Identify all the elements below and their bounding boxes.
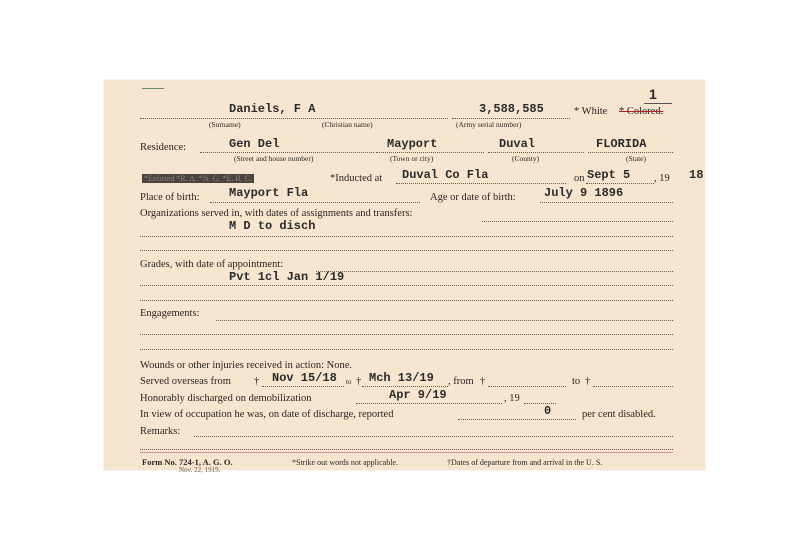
org-line-1: [482, 221, 673, 222]
form-number: Form No. 724-1, A. G. O.: [142, 457, 233, 467]
service-record-card: [104, 80, 705, 474]
grades-line-2: [140, 285, 673, 286]
date-line: [586, 183, 654, 184]
inducted-label: *Inducted at: [330, 173, 383, 184]
name-line: [140, 118, 448, 119]
race-colored: * Colored.: [619, 106, 664, 117]
name-value: Daniels, F A: [229, 102, 316, 116]
discharge-year: , 19: [504, 393, 520, 404]
discharge-label: Honorably discharged on demobilization: [140, 393, 312, 404]
state-line: [588, 152, 673, 153]
enlisted-struck-text: *Enlisted *R. A. *N. G. *E. R. C.: [144, 174, 253, 183]
dagger-1: †: [254, 376, 260, 387]
residence-label: Residence:: [140, 142, 187, 153]
engagements-line-1: [216, 320, 673, 321]
dagger-3: †: [480, 376, 486, 387]
overseas-to-mark: to: [346, 378, 352, 386]
birth-date-value: July 9 1896: [544, 186, 624, 200]
overseas-to-1: Mch 13/19: [369, 371, 434, 385]
engagements-line-2: [140, 334, 673, 335]
induction-year: 18: [689, 168, 704, 182]
inducted-line: [396, 183, 566, 184]
county-caption: (County): [512, 154, 540, 163]
place-of-birth-label: Place of birth:: [140, 192, 200, 203]
org-line-3: [140, 250, 673, 251]
inducted-at-value: Duval Co Fla: [402, 168, 489, 182]
state-caption: (State): [626, 154, 646, 163]
disability-label: In view of occupation he was, on date of discharge, reported: [140, 409, 394, 420]
overseas-line-4: [593, 386, 673, 387]
place-of-birth-value: Mayport Fla: [229, 186, 309, 200]
overseas-from-label: , from: [448, 376, 474, 387]
street-caption: (Street and house number): [234, 154, 314, 163]
residence-state: FLORIDA: [596, 137, 647, 151]
engagements-line-3: [140, 349, 673, 350]
grades-line-3: [140, 300, 673, 301]
footer-rule: [140, 452, 673, 453]
age-label: Age or date of birth:: [430, 192, 516, 203]
town-line: [376, 152, 484, 153]
race-white: * White: [574, 106, 608, 117]
org-line-2: [140, 236, 673, 237]
discharge-date: Apr 9/19: [389, 388, 447, 402]
overseas-label: Served overseas from: [140, 376, 231, 387]
overseas-from-1: Nov 15/18: [272, 371, 337, 385]
footnote-dates: †Dates of departure from and arrival in the U. S.: [447, 458, 603, 467]
surname-caption: (Surname): [209, 120, 241, 129]
remarks-line-2: [140, 449, 673, 450]
on-label: on: [574, 173, 585, 184]
overseas-line-3: [488, 386, 566, 387]
county-line: [488, 152, 584, 153]
dagger-2: †: [356, 376, 362, 387]
disability-suffix: per cent disabled.: [582, 409, 656, 420]
discharge-line: [356, 403, 502, 404]
christian-name-caption: (Christian name): [322, 120, 373, 129]
birthdate-line: [540, 202, 673, 203]
dagger-4: †: [585, 376, 591, 387]
residence-street: Gen Del: [229, 137, 280, 151]
top-left-rule: [142, 88, 164, 89]
form-date: Nov. 22, 1919.: [179, 466, 221, 474]
wounds-label: Wounds or other injuries received in action: None.: [140, 360, 353, 371]
engagements-label: Engagements:: [140, 308, 200, 319]
remarks-line-1: [194, 436, 673, 437]
footnote-strike: *Strike out words not applicable.: [292, 458, 398, 467]
grades-label: Grades, with date of appointment:: [140, 259, 284, 270]
serial-caption: (Army serial number): [456, 120, 522, 129]
disability-line: [458, 419, 576, 420]
induction-date: Sept 5: [587, 168, 631, 182]
organizations-label: Organizations served in, with dates of assignments and transfers:: [140, 208, 413, 219]
grades-line-1: [316, 271, 673, 272]
birthplace-line: [210, 202, 420, 203]
overseas-line-1: [262, 386, 344, 387]
disability-value: 0: [544, 404, 552, 418]
grades-value: Pvt 1cl Jan 1/19: [229, 270, 345, 284]
overseas-to-label: to: [572, 376, 581, 387]
residence-town: Mayport: [387, 137, 438, 151]
page-number: 1: [649, 86, 657, 102]
corner-rule: [644, 103, 672, 104]
overseas-line-2: [362, 386, 448, 387]
town-caption: (Town or city): [390, 154, 434, 163]
year-prefix: , 19: [654, 173, 670, 184]
serial-value: 3,588,585: [479, 102, 544, 116]
residence-county: Duval: [499, 137, 536, 151]
serial-line: [452, 118, 570, 119]
organizations-value: M D to disch: [229, 219, 316, 233]
street-line: [200, 152, 374, 153]
remarks-label: Remarks:: [140, 426, 181, 437]
